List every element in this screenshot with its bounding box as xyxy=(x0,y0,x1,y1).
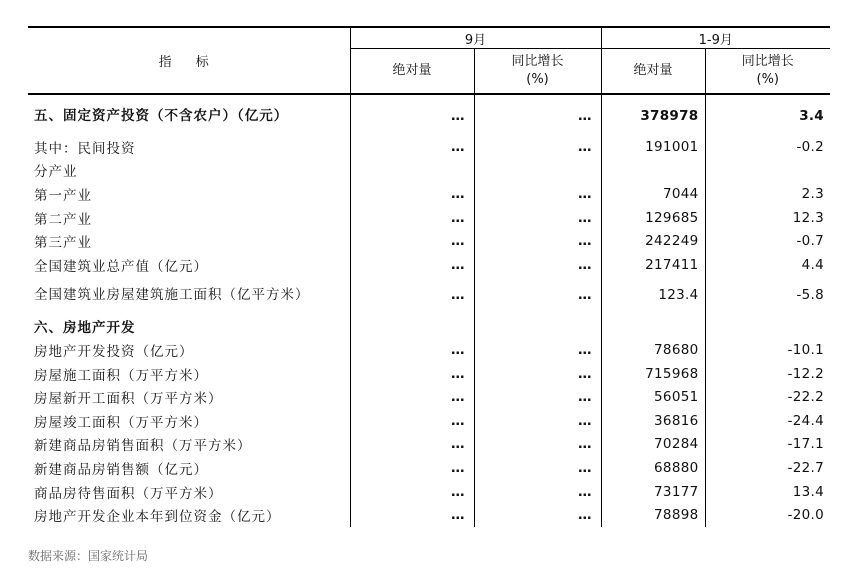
ytd-yoy-cell: -24.4 xyxy=(705,409,830,433)
row-indicator: 房地产开发投资（亿元） xyxy=(34,343,194,360)
table-row xyxy=(28,480,830,504)
row-indicator: 房屋施工面积（万平方米） xyxy=(34,367,208,384)
sep-yoy-cell: … xyxy=(474,253,601,277)
sep-absolute-cell: … xyxy=(350,135,474,159)
row-indicator: 五、固定资产投资（不含农户）（亿元） xyxy=(34,107,289,124)
ytd-absolute-cell: 715968 xyxy=(601,362,705,386)
ytd-yoy-header-line2: (%) xyxy=(756,72,779,87)
ytd-absolute-header: 绝对量 xyxy=(601,49,705,95)
ytd-yoy-cell: 4.4 xyxy=(705,253,830,277)
row-indicator: 房屋竣工面积（万平方米） xyxy=(34,414,208,431)
sep-yoy-cell: … xyxy=(474,480,601,504)
sep-yoy-header-line2: (%) xyxy=(526,72,549,87)
row-indicator: 六、房地产开发 xyxy=(34,320,136,337)
row-indicator: 第二产业 xyxy=(34,211,92,228)
table-row xyxy=(28,456,830,480)
sep-yoy-cell: … xyxy=(474,135,601,159)
sep-yoy-cell xyxy=(474,159,601,183)
indicator-header: 指 标 xyxy=(28,27,350,94)
row-indicator: 全国建筑业总产值（亿元） xyxy=(34,258,208,275)
row-indicator: 全国建筑业房屋建筑施工面积（亿平方米） xyxy=(34,287,310,304)
ytd-yoy-cell: -0.7 xyxy=(705,229,830,253)
ytd-absolute-cell: 7044 xyxy=(601,182,705,206)
sep-yoy-cell: … xyxy=(474,94,601,135)
row-indicator: 其中：民间投资 xyxy=(34,140,136,157)
table-row xyxy=(28,182,830,206)
sep-absolute-cell: … xyxy=(350,480,474,504)
row-indicator: 第一产业 xyxy=(34,187,92,204)
ytd-absolute-cell xyxy=(601,159,705,183)
table-row xyxy=(28,362,830,386)
sep-absolute-cell: … xyxy=(350,229,474,253)
source-note: 数据来源：国家统计局 xyxy=(28,549,149,563)
sep-yoy-cell: … xyxy=(474,456,601,480)
sep-yoy-cell xyxy=(474,315,601,339)
table-row xyxy=(28,277,830,315)
ytd-absolute-cell: 123.4 xyxy=(601,277,705,315)
table-row xyxy=(28,229,830,253)
ytd-absolute-cell: 70284 xyxy=(601,433,705,457)
sep-yoy-cell: … xyxy=(474,182,601,206)
row-indicator: 房屋新开工面积（万平方米） xyxy=(34,391,223,408)
ytd-header: 1-9月 xyxy=(601,27,830,49)
sep-yoy-cell: … xyxy=(474,362,601,386)
row-indicator: 房地产开发企业本年到位资金（亿元） xyxy=(34,509,281,526)
ytd-yoy-cell: 13.4 xyxy=(705,480,830,504)
sep-yoy-cell: … xyxy=(474,409,601,433)
sep-absolute-cell: … xyxy=(350,182,474,206)
table-row xyxy=(28,206,830,230)
ytd-yoy-cell: 12.3 xyxy=(705,206,830,230)
table-row xyxy=(28,433,830,457)
sep-absolute-cell xyxy=(350,159,474,183)
sep-yoy-cell: … xyxy=(474,277,601,315)
table-row xyxy=(28,253,830,277)
ytd-yoy-cell: -10.1 xyxy=(705,338,830,362)
sep-absolute-cell: … xyxy=(350,94,474,135)
ytd-absolute-cell: 378978 xyxy=(601,94,705,135)
table-header xyxy=(28,27,830,94)
row-indicator: 分产业 xyxy=(34,164,78,181)
sep-absolute-header: 绝对量 xyxy=(350,49,474,95)
table-row xyxy=(28,503,830,527)
sep-yoy-cell: … xyxy=(474,433,601,457)
sep-yoy-cell: … xyxy=(474,503,601,527)
ytd-absolute-cell: 36816 xyxy=(601,409,705,433)
ytd-yoy-cell: -17.1 xyxy=(705,433,830,457)
sep-yoy-cell: … xyxy=(474,385,601,409)
table-body xyxy=(28,94,830,527)
sep-absolute-cell xyxy=(350,315,474,339)
ytd-absolute-cell: 56051 xyxy=(601,385,705,409)
row-indicator: 商品房待售面积（万平方米） xyxy=(34,485,223,502)
ytd-yoy-cell xyxy=(705,315,830,339)
row-indicator: 第三产业 xyxy=(34,235,92,252)
table-row xyxy=(28,94,830,135)
ytd-absolute-cell: 73177 xyxy=(601,480,705,504)
ytd-yoy-cell xyxy=(705,159,830,183)
ytd-yoy-header xyxy=(705,49,830,95)
ytd-absolute-cell: 217411 xyxy=(601,253,705,277)
ytd-yoy-cell: -12.2 xyxy=(705,362,830,386)
sep-absolute-cell: … xyxy=(350,503,474,527)
row-indicator: 新建商品房销售额（亿元） xyxy=(34,461,208,478)
sep-yoy-cell: … xyxy=(474,338,601,362)
ytd-absolute-cell xyxy=(601,315,705,339)
sep-absolute-cell: … xyxy=(350,277,474,315)
sep-yoy-cell: … xyxy=(474,206,601,230)
ytd-yoy-cell: -20.0 xyxy=(705,503,830,527)
ytd-absolute-cell: 68880 xyxy=(601,456,705,480)
ytd-absolute-cell: 78680 xyxy=(601,338,705,362)
statistics-table xyxy=(28,26,830,527)
ytd-yoy-cell: -0.2 xyxy=(705,135,830,159)
ytd-yoy-cell: -5.8 xyxy=(705,277,830,315)
table-row xyxy=(28,315,830,339)
ytd-yoy-cell: -22.7 xyxy=(705,456,830,480)
sep-absolute-cell: … xyxy=(350,409,474,433)
ytd-absolute-cell: 191001 xyxy=(601,135,705,159)
ytd-yoy-cell: 3.4 xyxy=(705,94,830,135)
sep-absolute-cell: … xyxy=(350,433,474,457)
table-row xyxy=(28,159,830,183)
sep-absolute-cell: … xyxy=(350,385,474,409)
table-row xyxy=(28,135,830,159)
sep-absolute-cell: … xyxy=(350,338,474,362)
ytd-absolute-cell: 242249 xyxy=(601,229,705,253)
ytd-yoy-cell: 2.3 xyxy=(705,182,830,206)
table-row xyxy=(28,409,830,433)
sep-absolute-cell: … xyxy=(350,253,474,277)
ytd-yoy-cell: -22.2 xyxy=(705,385,830,409)
ytd-yoy-header-line1: 同比增长 xyxy=(741,54,794,69)
ytd-absolute-cell: 78898 xyxy=(601,503,705,527)
table-row xyxy=(28,385,830,409)
row-indicator: 新建商品房销售面积（万平方米） xyxy=(34,438,252,455)
sep-absolute-cell: … xyxy=(350,362,474,386)
sep-absolute-cell: … xyxy=(350,206,474,230)
september-header: 9月 xyxy=(350,27,601,49)
sep-absolute-cell: … xyxy=(350,456,474,480)
table-row xyxy=(28,338,830,362)
ytd-absolute-cell: 129685 xyxy=(601,206,705,230)
sep-yoy-header-line1: 同比增长 xyxy=(511,54,564,69)
sep-yoy-cell: … xyxy=(474,229,601,253)
sep-yoy-header xyxy=(474,49,601,95)
